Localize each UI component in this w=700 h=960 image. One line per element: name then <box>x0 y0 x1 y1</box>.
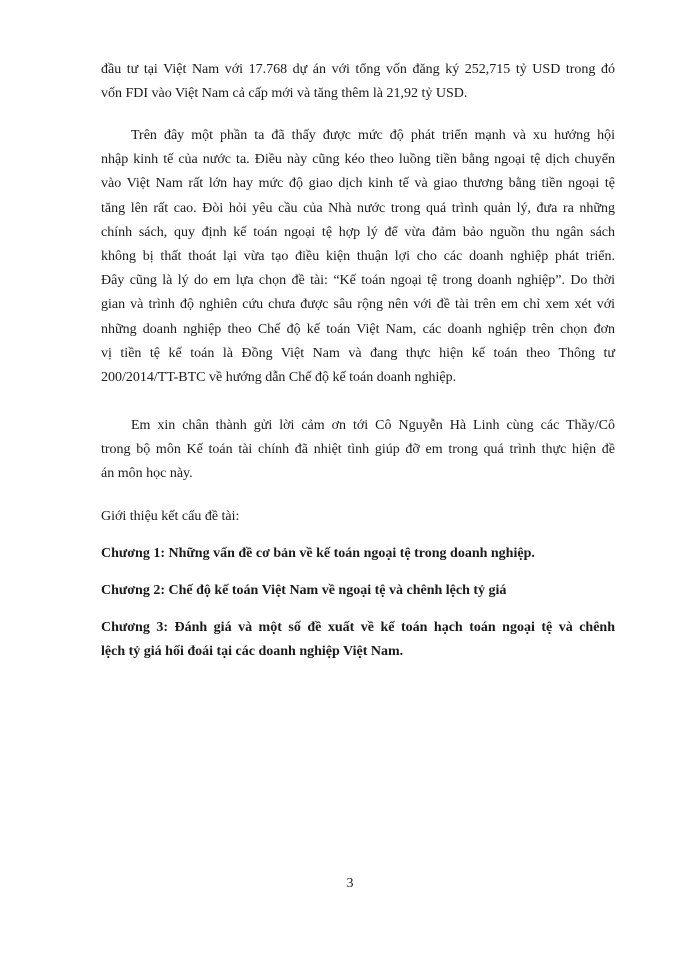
paragraph-acknowledgement <box>101 414 615 487</box>
text-line: lệch tỷ giá hối đoái tại các doanh nghiệp Việt Nam. <box>101 644 404 660</box>
text-line: những doanh nghiệp theo Chế độ kế toán Việt Nam, các doanh nghiệp trên chọn đơn <box>101 321 615 337</box>
text-line: Giới thiệu kết cấu đề tài: <box>101 509 240 524</box>
chapter-3-title <box>101 616 615 664</box>
paragraph-fdi-intro <box>101 58 615 106</box>
text-line: vị tiền tệ kế toán là Đồng Việt Nam và đang thực hiện kế toán theo Thông tư <box>101 345 615 361</box>
text-line: Chương 3: Đánh giá và một số đề xuất về kế toán hạch toán ngoại tệ và chênh <box>101 620 615 635</box>
text-line: vốn FDI vào Việt Nam cả cấp mới và tăng thêm là 21,92 tỷ USD. <box>101 86 468 102</box>
text-line: chính sách, quy định kế toán ngoại tệ hợp lý để vừa đảm bảo nguồn thu ngân sách <box>101 224 615 240</box>
page-number: 3 <box>346 876 354 891</box>
text-line: Em xin chân thành gửi lời cảm ơn tới Cô Nguyễn Hà Linh cùng các Thầy/Cô <box>131 418 615 433</box>
chapter-2-title <box>101 579 615 603</box>
paragraph-topic-rationale <box>101 124 615 390</box>
text-line: 200/2014/TT-BTC về hướng dẫn Chế độ kế toán doanh nghiệp. <box>101 370 457 386</box>
text-line: Trên đây một phần ta đã thấy được mức độ phát triển mạnh và xu hướng hội <box>131 128 615 143</box>
text-line: không bị thất thoát lại vừa tạo điều kiện thuận lợi cho các doanh nghiệp phát triển. <box>101 249 615 265</box>
chapter-1-title <box>101 542 615 566</box>
text-line: Chương 2: Chế độ kế toán Việt Nam về ngoại tệ và chênh lệch tỷ giá <box>101 583 507 598</box>
text-line: vào Việt Nam rất lớn hay mức độ giao dịch kinh tế và giao thương bằng tiền ngoại tệ <box>101 176 615 192</box>
text-line: đầu tư tại Việt Nam với 17.768 dự án với tổng vốn đăng ký 252,715 tỷ USD trong đó <box>101 62 615 77</box>
text-line: gian và trình độ nghiên cứu chưa được sâu rộng nên với đề tài trên em chỉ xem xét với <box>101 297 615 313</box>
text-line: nhập kinh tế của nước ta. Điều này cũng kéo theo luồng tiền bằng ngoại tệ dịch chuyển <box>101 152 615 168</box>
text-line: Đây cũng là lý do em lựa chọn đề tài: “Kế toán ngoại tệ trong doanh nghiệp”. Do thời <box>101 273 615 289</box>
text-line: tăng lên rất cao. Đòi hỏi yêu cầu của Nhà nước trong quá trình quản lý, đưa ra những <box>101 200 615 216</box>
text-line: trong bộ môn Kế toán tài chính đã nhiệt tình giúp đỡ em trong quá trình thực hiện đề <box>101 442 615 458</box>
text-line: án môn học này. <box>101 466 193 482</box>
text-line: Chương 1: Những vấn đề cơ bản về kế toán ngoại tệ trong doanh nghiệp. <box>101 546 535 561</box>
structure-intro-heading <box>101 505 615 529</box>
